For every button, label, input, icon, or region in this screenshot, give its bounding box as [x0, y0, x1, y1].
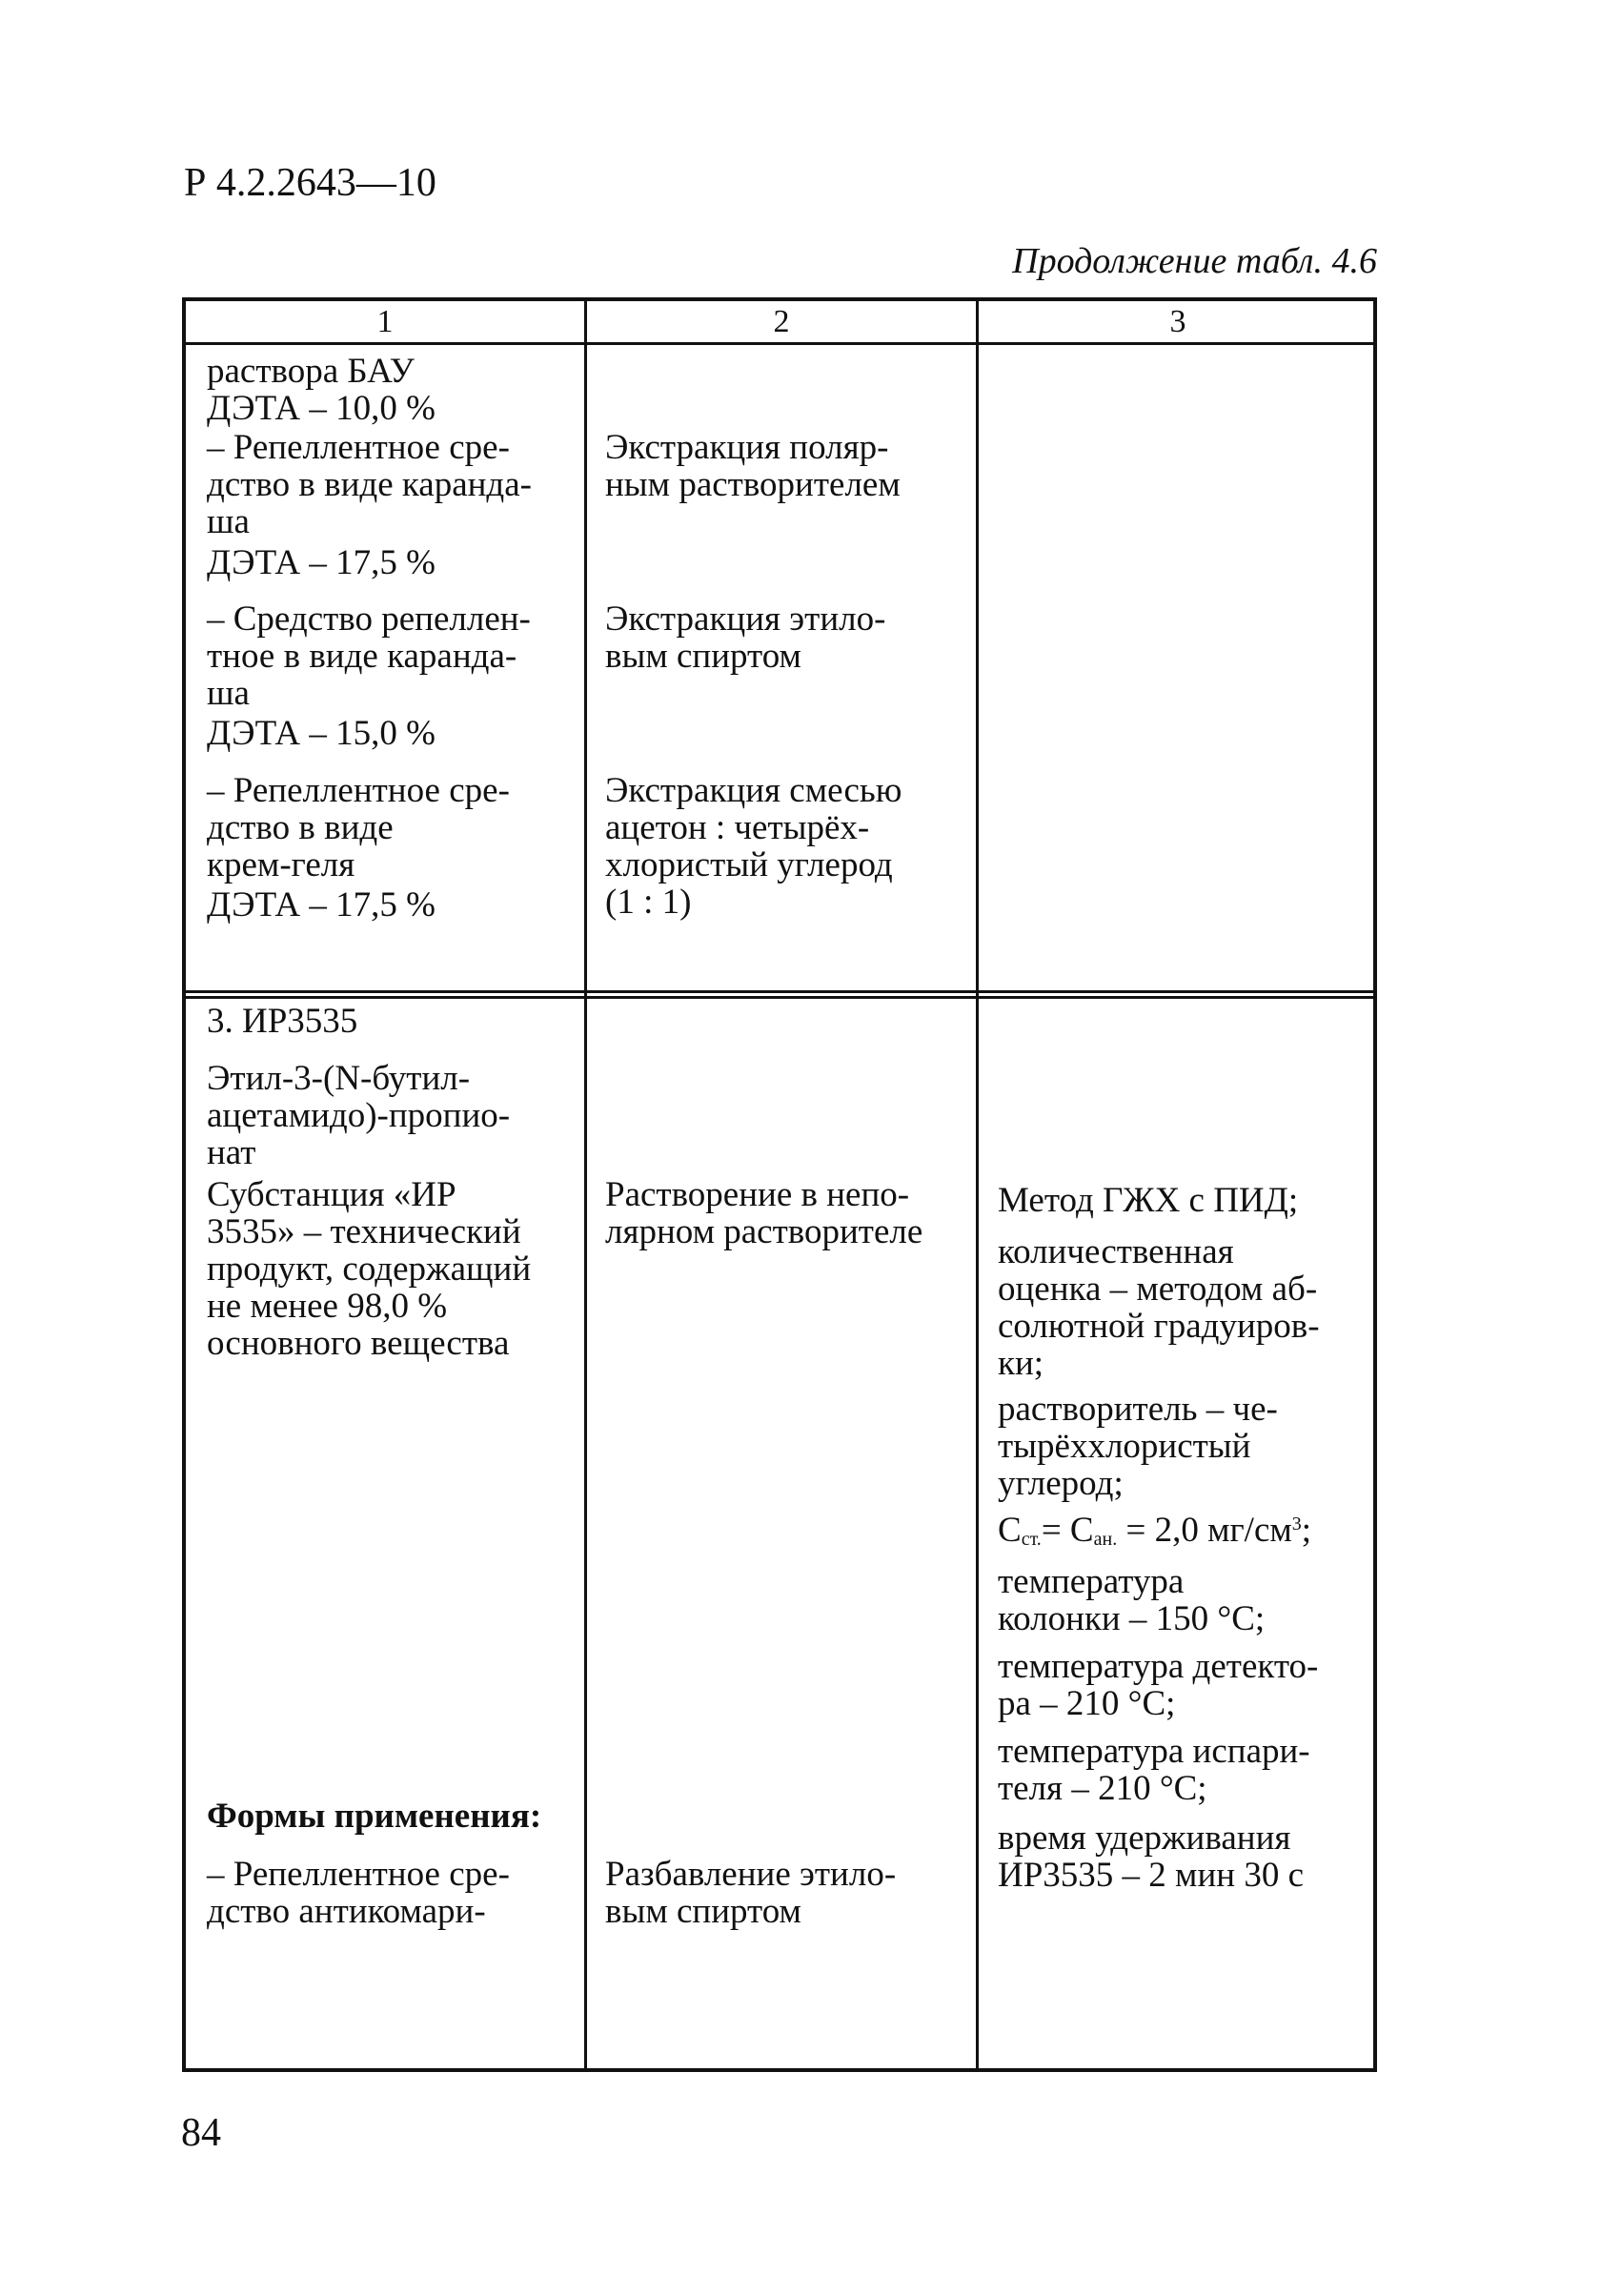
- application-forms-heading: Формы применения:: [207, 1797, 542, 1836]
- substance-description: Субстанция «ИР 3535» – технический продукт, содержащий не менее 98,0 % основного вещества: [207, 1175, 532, 1363]
- repellent-pencil-item: – Репеллентное сре- дство в виде каранда- ша: [207, 428, 533, 541]
- column-temperature: температура колонки – 150 °С;: [998, 1562, 1266, 1638]
- section-divider: [186, 990, 1373, 993]
- column-number-2: 2: [773, 304, 790, 339]
- table-continuation-caption: Продолжение табл. 4.6: [1012, 241, 1377, 281]
- pencil-repellent-item: – Средство репеллен- тное в виде каранда- ша: [207, 599, 531, 713]
- gc-method: Метод ГЖХ с ПИД;: [998, 1181, 1299, 1220]
- column-divider: [976, 301, 979, 2068]
- bau-solution-text: раствора БАУ ДЭТА – 10,0 %: [207, 352, 436, 428]
- nonpolar-dissolution-method: Растворение в непо- лярном растворителе: [605, 1175, 923, 1251]
- ethanol-dilution-method: Разбавление этило- вым спиртом: [605, 1855, 897, 1931]
- pencil-repellent-concentration: ДЭТА – 15,0 %: [207, 714, 436, 753]
- detector-temperature: температура детекто- ра – 210 °С;: [998, 1647, 1319, 1723]
- table-4-6: [182, 297, 1377, 2072]
- section-3-chemical-name: Этил-3-(N-бутил- ацетамидо)-пропио- нат: [207, 1059, 511, 1172]
- cream-gel-item: – Репеллентное сре- дство в виде крем-геля: [207, 771, 510, 884]
- evaporator-temperature: температура испари- теля – 210 °С;: [998, 1732, 1310, 1808]
- polar-extraction-method: Экстракция поляр- ным растворителем: [605, 428, 901, 504]
- page-number: 84: [181, 2111, 221, 2155]
- solvent-text: растворитель – че- тырёххлористый углерод;: [998, 1390, 1278, 1503]
- document-code: Р 4.2.2643—10: [184, 161, 436, 205]
- section-3-title: 3. ИР3535: [207, 1002, 358, 1041]
- column-number-3: 3: [1169, 304, 1186, 339]
- header-row-divider: [186, 342, 1373, 345]
- column-divider: [584, 301, 587, 2068]
- section-divider: [186, 996, 1373, 999]
- retention-time: время удерживания ИР3535 – 2 мин 30 с: [998, 1819, 1304, 1895]
- cream-gel-concentration: ДЭТА – 17,5 %: [207, 885, 436, 924]
- concentration-formula: $С_{ст.}= С_{ан.} = 2,0$ $мг/см^3$;: [998, 1511, 1312, 1550]
- repellent-pencil-concentration: ДЭТА – 17,5 %: [207, 543, 436, 582]
- mixture-extraction-method: Экстракция смесью ацетон : четырёх- хлористый углерод (1 : 1): [605, 771, 902, 922]
- quantitative-assessment: количественная оценка – методом аб- солютной градуиров- ки;: [998, 1232, 1320, 1383]
- column-number-1: 1: [376, 304, 394, 339]
- anti-mosquito-repellent-item: – Репеллентное сре- дство антикомари-: [207, 1855, 510, 1931]
- ethanol-extraction-method: Экстракция этило- вым спиртом: [605, 599, 886, 676]
